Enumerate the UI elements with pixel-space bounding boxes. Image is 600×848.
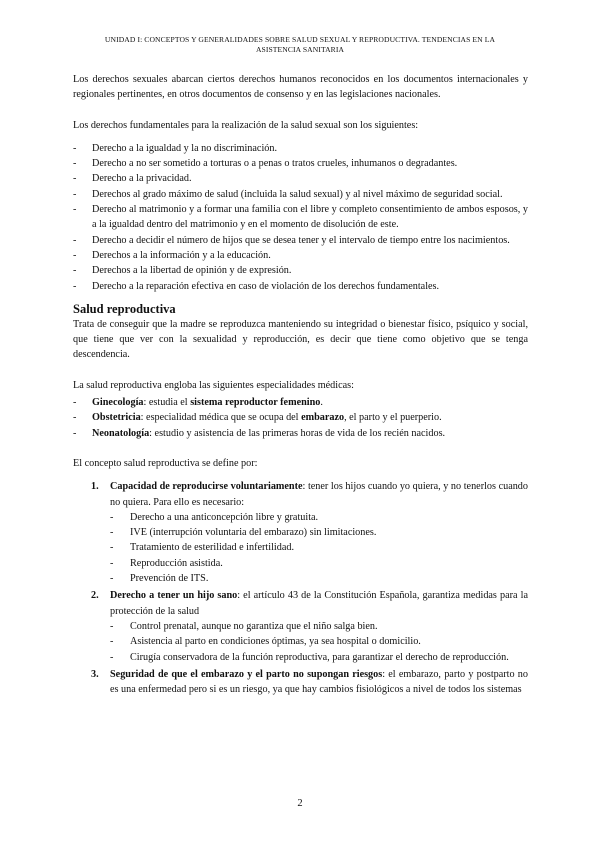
bold-segment: sistema reproductor femenino — [190, 397, 321, 409]
term-neonatologia: Neonatología — [92, 427, 150, 439]
sub-list — [110, 619, 528, 665]
item-number: 2. — [91, 590, 99, 602]
list-item: - Derecho al matrimonio y a formar una familia con el libre y completo consentimiento de ambos esposos, y a la igualdad dentro del matrimonio y en el momento de disolución de este. — [92, 202, 528, 233]
term-obstetricia: Obstetricia — [92, 412, 141, 424]
item-title: Derecho a tener un hijo sano — [110, 590, 238, 602]
item-title: Seguridad de que el embarazo y el parto no supongan riesgos — [110, 668, 383, 680]
sub-item: - Cirugía conservadora de la función reproductiva, para garantizar el derecho de reproducción. — [130, 650, 528, 665]
term-ginecologia: Ginecología — [92, 397, 144, 409]
list-item: - Derecho a no ser sometido a torturas o a penas o tratos crueles, inhumanos o degradantes. — [92, 156, 528, 171]
concept-item-1 — [91, 479, 528, 586]
item-text: : el embarazo, parto y postparto no es una enfermedad pero si es un riesgo, ya que hay cambios fisiológicos a nivel de todos los sistemas — [110, 668, 528, 696]
list-item-obstetricia — [92, 410, 528, 425]
bold-segment: embarazo — [301, 412, 345, 424]
text-segment: . — [320, 397, 323, 409]
item-text: : el artículo 43 de la Constitución Española, garantiza medidas para la protección de la salud — [110, 590, 528, 617]
sub-item: - IVE (interrupción voluntaria del embarazo) sin limitaciones. — [130, 525, 528, 540]
sub-item: - Prevención de ITS. — [130, 571, 528, 586]
sub-item: - Derecho a una anticoncepción libre y gratuita. — [130, 510, 528, 525]
sub-list — [110, 510, 528, 586]
item-number: 1. — [91, 481, 99, 493]
specialties-list — [73, 395, 528, 441]
sub-item: - Tratamiento de esterilidad e infertilidad. — [130, 540, 528, 555]
list-item: - Derecho a la reparación efectiva en caso de violación de los derechos fundamentales. — [92, 279, 528, 294]
concept-intro: El concepto salud reproductiva se define por: — [73, 457, 258, 469]
text-segment: : estudio y asistencia de las primeras horas de vida de los recién nacidos. — [149, 427, 446, 439]
text-segment: , el parto y el puerperio. — [344, 412, 442, 424]
page-content — [73, 72, 528, 699]
sub-item: - Control prenatal, aunque no garantiza que el niño salga bien. — [130, 619, 528, 634]
header-line-1: UNIDAD I: CONCEPTOS Y GENERALIDADES SOBRE SALUD SEXUAL Y REPRODUCTIVA. TENDENCIAS EN LA — [104, 35, 496, 44]
page-header — [70, 35, 530, 54]
section-heading-repro: Salud reproductiva — [73, 301, 176, 316]
concept-item-3 — [91, 667, 528, 698]
text-segment: : estudia el — [143, 397, 191, 409]
list-item: - Derecho a la privacidad. — [92, 171, 528, 186]
list-item-neonatologia — [92, 426, 528, 441]
item-number: 3. — [91, 668, 99, 680]
concept-item-2 — [91, 588, 528, 664]
specialties-intro: La salud reproductiva engloba las siguientes especialidades médicas: — [73, 379, 354, 391]
page-number: 2 — [297, 798, 303, 809]
list-item: - Derecho a decidir el número de hijos que se desea tener y el intervalo de tiempo entre los nacimientos. — [92, 233, 528, 248]
list-item: - Derechos a la libertad de opinión y de expresión. — [92, 263, 528, 278]
rights-list — [73, 141, 528, 294]
rights-intro: Los derechos fundamentales para la realización de la salud sexual son los siguientes: — [73, 119, 419, 131]
list-item: - Derechos a la información y a la educación. — [92, 248, 528, 263]
intro-paragraph: Los derechos sexuales abarcan ciertos derechos humanos reconocidos en los documentos internacionales y regionales pertinentes, en otros documentos de consenso y en las legislaciones nacionales. — [73, 74, 528, 101]
item-title: Capacidad de reproducirse voluntariamente — [110, 481, 303, 493]
repro-definition: Trata de conseguir que la madre se reproduzca manteniendo su integridad o bienestar físico, psíquico y social, que tiene que ver con la sexualidad y reproducción, es decir que tiene como objetivo que se tenga descendencia. — [73, 318, 528, 361]
header-line-2: ASISTENCIA SANITARIA — [255, 44, 345, 54]
sub-item: - Reproducción asistida. — [130, 556, 528, 571]
sub-item: - Asistencia al parto en condiciones óptimas, ya sea hospital o domicilio. — [130, 634, 528, 649]
list-item: - Derecho a la igualdad y la no discriminación. — [92, 141, 528, 156]
concept-list — [73, 479, 528, 697]
text-segment: : especialidad médica que se ocupa del — [140, 412, 302, 424]
list-item-ginecologia — [92, 395, 528, 410]
list-item: - Derechos al grado máximo de salud (incluida la salud sexual) y al nivel máximo de seguridad social. — [92, 187, 528, 202]
item-text: : tener los hijos cuando yo quiera, y no tenerlos cuando no quiera. Para ello es necesario: — [110, 481, 528, 508]
